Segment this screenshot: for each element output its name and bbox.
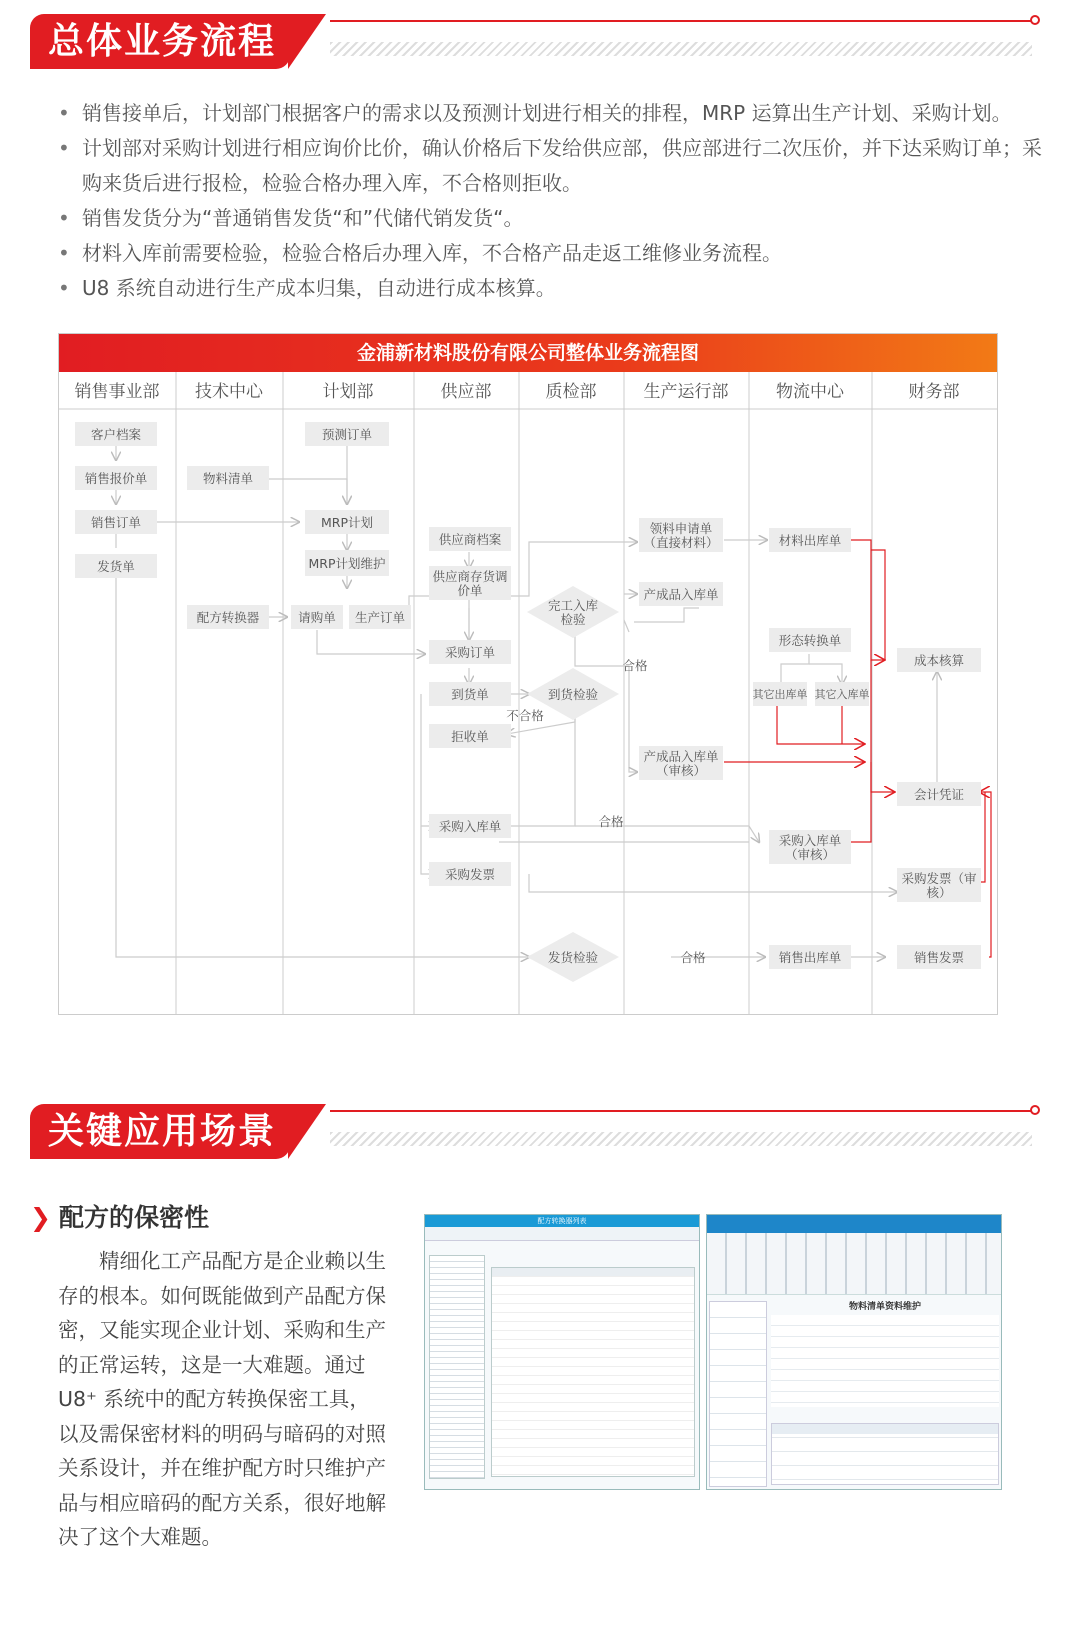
edge-label: 合格 [598, 814, 624, 829]
lane-qc: 质检部 [545, 382, 597, 402]
left-list [709, 1301, 767, 1487]
node-label: 销售报价单 [84, 471, 148, 486]
node-label: （直接材料） [643, 535, 719, 550]
node-label: MRP计划 [320, 515, 374, 530]
node-label: 其它出库单 [752, 688, 808, 701]
node-label: 完工入库 [547, 598, 599, 613]
node-label: 形态转换单 [778, 633, 842, 648]
lane-production: 生产运行部 [643, 382, 729, 402]
node-label: 检验 [560, 612, 586, 627]
section-rule [330, 1110, 1032, 1112]
screenshot-bom-maintenance [706, 1214, 1002, 1490]
flowchart-title: 金浦新材料股份有限公司整体业务流程图 [59, 334, 997, 372]
tree-panel [429, 1255, 485, 1479]
node-label: 配方转换器 [196, 610, 260, 625]
bullet-item: • 材料入库前需要检验，检验合格后办理入库，不合格产品走返工维修业务流程。 [58, 236, 1048, 271]
section-hatch [330, 1132, 1032, 1146]
scene-heading-text: 配方的保密性 [58, 1203, 209, 1232]
node-label: 采购订单 [444, 645, 496, 660]
lane-supply: 供应部 [440, 382, 492, 402]
node-label: 领料申请单 [649, 521, 713, 536]
node-label: 供应商档案 [438, 532, 502, 547]
node-label: 销售出库单 [778, 950, 842, 965]
list-panel [491, 1267, 695, 1477]
edge-label: 不合格 [506, 708, 544, 723]
detail-grid [771, 1423, 999, 1485]
bullet-item: • 销售发货分为“普通销售发货“和”代储代销发货“。 [58, 201, 1048, 236]
node-label: 客户档案 [90, 427, 142, 442]
node-label: 供应商存货调 [432, 569, 508, 584]
section-title-tail [288, 14, 326, 69]
lane-planning: 计划部 [322, 382, 374, 402]
node-label: MRP计划维护 [308, 556, 386, 571]
node-label: （审核） [784, 847, 836, 862]
node-label: 会计凭证 [913, 787, 965, 802]
section-title-tail [288, 1104, 326, 1159]
node-label: 物料清单 [202, 471, 254, 486]
process-bullet-list [58, 96, 1048, 306]
section-rule-dot [1030, 1105, 1040, 1115]
node-label: 拒收单 [451, 729, 489, 744]
section-rule-dot [1030, 15, 1040, 25]
form-fields [771, 1315, 999, 1407]
node-label: 产成品入库单 [643, 587, 719, 602]
node-label: 到货单 [451, 687, 489, 702]
chevron-right-icon: ❯ [30, 1203, 51, 1232]
lane-logistics: 物流中心 [776, 382, 844, 402]
section-title: 关键应用场景 [30, 1104, 290, 1159]
edge-label: 合格 [680, 950, 706, 965]
section-hatch [330, 42, 1032, 56]
lane-tech: 技术中心 [195, 382, 263, 402]
bullet-item: • 销售接单后，计划部门根据客户的需求以及预测计划进行相关的排程，MRP 运算出生产计划、采购计划。 [58, 96, 1048, 131]
node-label: 采购发票（审 [901, 871, 977, 886]
form-title: 物料清单资料维护 [848, 1302, 921, 1312]
lane-sales: 销售事业部 [74, 382, 160, 402]
node-label: 成本核算 [913, 653, 965, 668]
flowchart-canvas [59, 372, 997, 1014]
node-label: （审核） [655, 763, 707, 778]
section-header-scenarios [30, 1104, 1040, 1162]
node-label: 采购发票 [444, 867, 496, 882]
node-label: 采购入库单 [438, 819, 502, 834]
app-titlebar [707, 1215, 1001, 1233]
node-label: 产成品入库单 [643, 749, 719, 764]
lane-finance: 财务部 [908, 382, 960, 402]
node-label: 预测订单 [321, 427, 373, 442]
node-label: 请购单 [298, 610, 336, 625]
flowchart [58, 333, 998, 1015]
node-label: 价单 [457, 583, 483, 598]
node-label: 发货单 [97, 559, 135, 574]
node-label: 销售发票 [913, 950, 965, 965]
node-label: 采购入库单 [778, 833, 842, 848]
section-title: 总体业务流程 [30, 14, 290, 69]
window-titlebar: 配方转换器列表 [425, 1215, 699, 1227]
node-label: 销售订单 [90, 515, 142, 530]
screenshot-formula-converter [424, 1214, 700, 1490]
scene-heading [30, 1198, 209, 1234]
node-label: 发货检验 [547, 950, 599, 965]
node-label: 材料出库单 [778, 533, 842, 548]
edge-label: 合格 [622, 658, 648, 673]
ribbon [707, 1233, 1001, 1295]
bullet-item: • U8 系统自动进行生产成本归集，自动进行成本核算。 [58, 271, 1048, 306]
section-rule [330, 20, 1032, 22]
scene-paragraph: 精细化工产品配方是企业赖以生存的根本。如何既能做到产品配方保密，又能实现企业计划、采购和生产的正常运转，这是一大难题。通过 U8⁺ 系统中的配方转换保密工具，以及需保密材料的明码与暗码的对照关系设计，并在维护配方时只维护产品与相应暗码的配方关系，很好地解决了这个大难题。 [58, 1249, 386, 1549]
section-header-process [30, 14, 1040, 72]
bullet-item: • 计划部对采购计划进行相应询价比价，确认价格后下发给供应部，供应部进行二次压价，并下达采购订单；采购来货后进行报检，检验合格办理入库，不合格则拒收。 [58, 131, 1048, 201]
node-label: 核） [926, 885, 952, 900]
node-label: 生产订单 [354, 610, 406, 625]
window-toolbar [425, 1227, 699, 1241]
node-label: 到货检验 [547, 687, 599, 702]
node-label: 其它入库单 [814, 688, 870, 701]
